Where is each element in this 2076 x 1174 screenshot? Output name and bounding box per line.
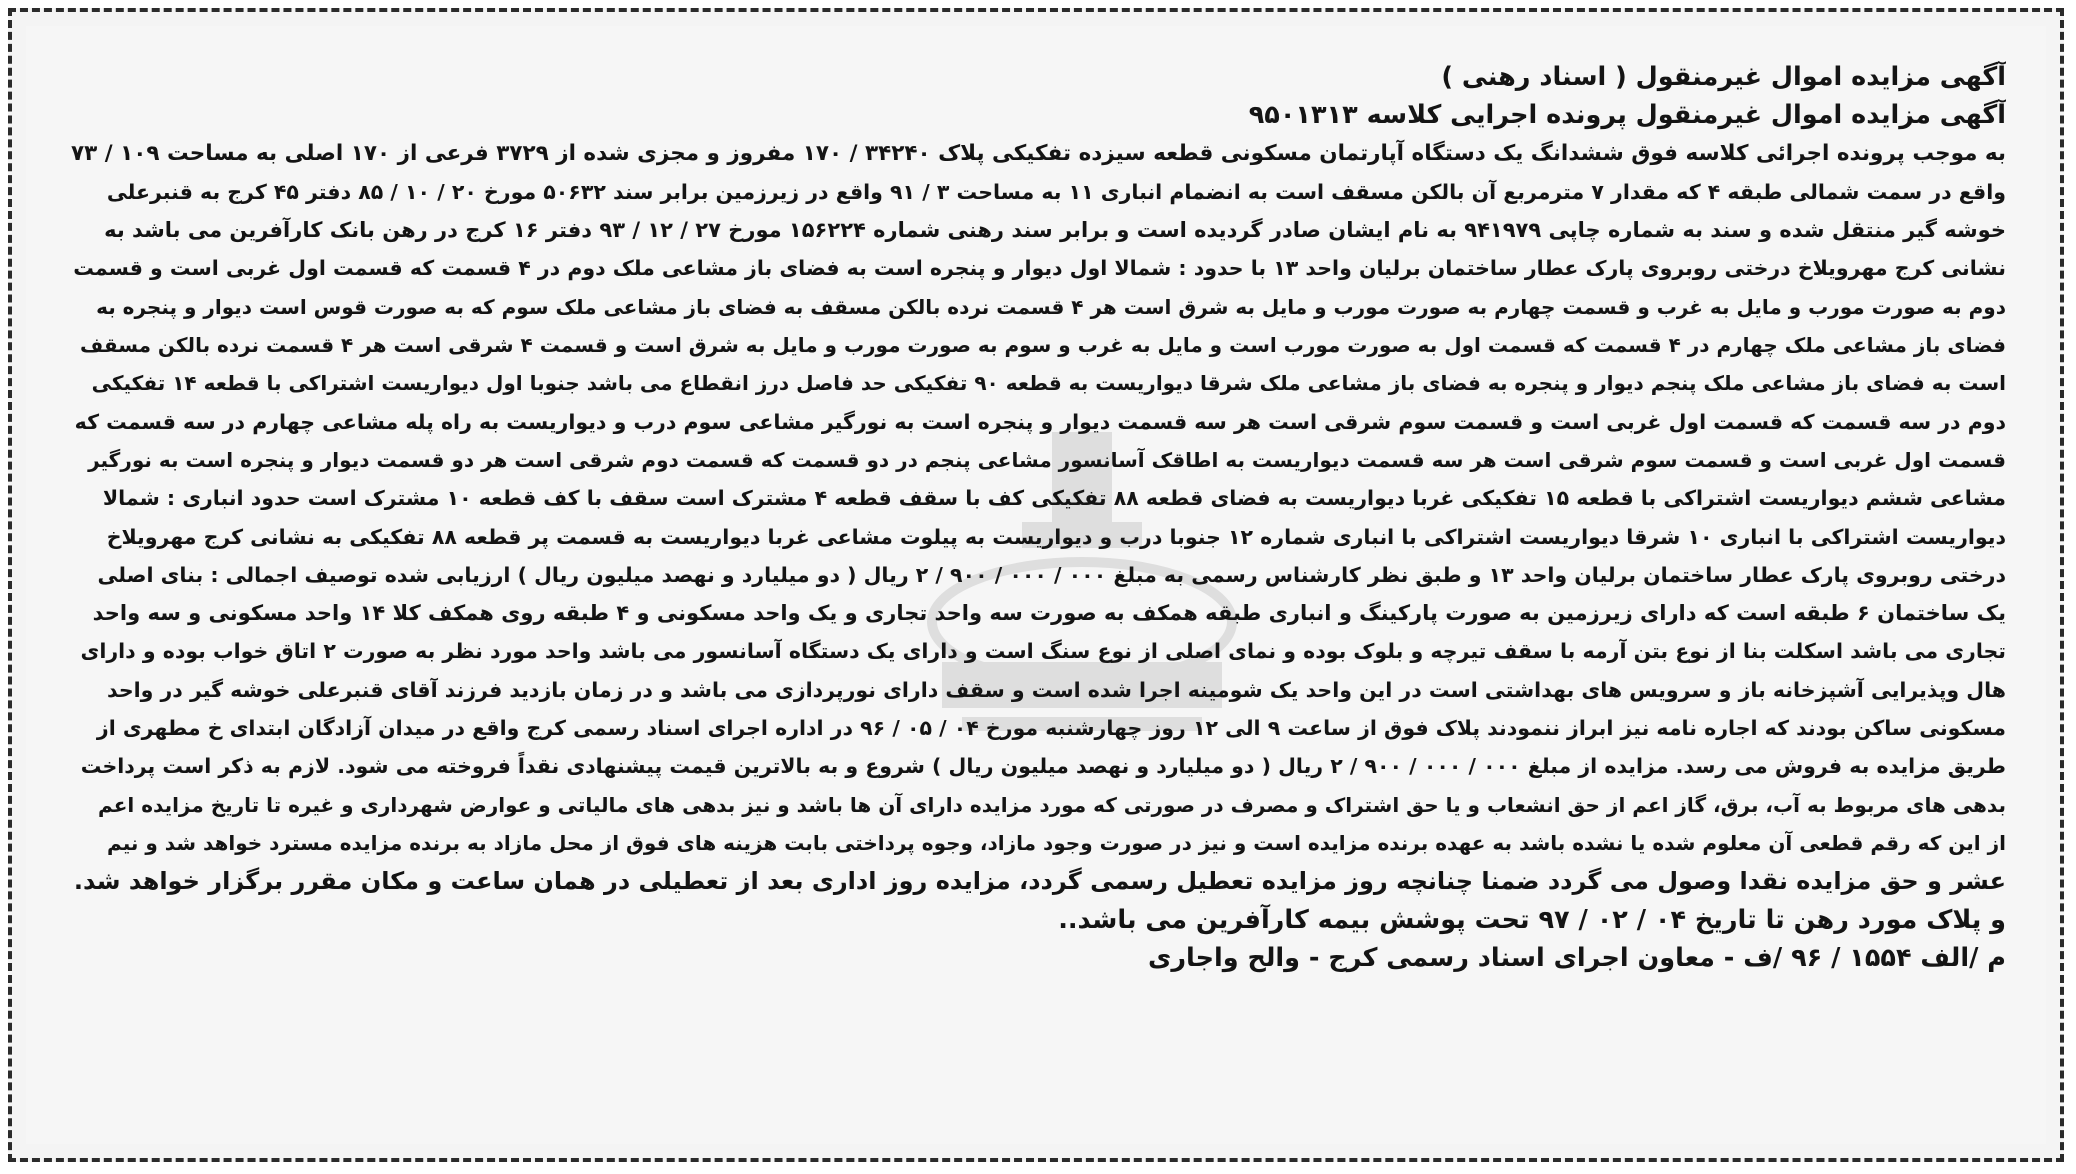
body-line: یک ساختمان ۶ طبقه است که دارای زیرزمین به صورت پارکینگ و انباری طبقه همکف به صورت سه واحد تجاری و یک واحد مسکونی و ۴ طبقه روی همکف کلا ۱۴ واحد مسکونی و سه واحد <box>92 601 2006 626</box>
body-line: بدهی های مربوط به آب، برق، گاز اعم از حق انشعاب و یا حق اشتراک و مصرف در صورتی که مورد مزایده دارای آن ها باشد و نیز بدهی های مالیاتی و عوارض شهرداری و غیره تا تاریخ مزایده اعم <box>98 792 2006 817</box>
document-frame <box>8 8 2064 1162</box>
body-line: درختی روبروی پارک عطار ساختمان برلیان واحد ۱۳ و طبق نظر کارشناس رسمی به مبلغ ۰۰۰ / ۰۰۰ / ۹۰۰ / ۲ ریال ( دو میلیارد و نهصد میلیون ریال ) ارزیابی شده توصیف اجمالی : بنای اصلی <box>97 562 2006 587</box>
auction-notice <box>66 58 2006 977</box>
body-line: فضای باز مشاعی ملک چهارم در ۴ قسمت که قسمت اول به صورت مورب است و مایل به غرب و سوم به صورت مورب و مایل به شرق است و قسمت ۴ شرقی است هر ۴ قسمت نرده بالکن مسقف <box>80 333 2006 358</box>
body-line: قسمت اول غربی است و قسمت سوم شرقی است هر سه قسمت دیواریست به اطاقک آسانسور مشاعی پنجم در دو قسمت که قسمت دوم شرقی است هر دو قسمت دیوار و پنجره است به نورگیر <box>88 447 2006 472</box>
body-line: دوم به صورت مورب و مایل به غرب و قسمت چهارم به صورت مورب و مایل به شرق است هر ۴ قسمت نرده بالکن مسقف به فضای باز مشاعی ملک سوم که به صورت قوس است دیوار و پنجره به <box>96 294 2006 319</box>
body-line: هال وپذیرایی آشپزخانه باز و سرویس های بهداشتی است در این واحد یک شومینه اجرا شده است و سقف دارای نورپردازی می باشد و در زمان بازدید فرزند آقای قنبرعلی خوشه گیر در واحد <box>106 677 2006 702</box>
body-line: مشاعی ششم دیواریست اشتراکی با قطعه ۱۵ تفکیکی غربا دیواریست به فضای قطعه ۸۸ تفکیکی کف با سقف قطعه ۴ مشترک است سقف با کف قطعه ۱۰ مشترک است حدود انباری : شمالا <box>102 486 2006 511</box>
body-line: از این که رقم قطعی آن معلوم شده یا نشده باشد به عهده برنده مزایده است و نیز در صورت وجود مازاد، وجوه پرداختی بابت هزینه های فوق از محل مازاد به برنده مزایده مسترد خواهد شد و نیم <box>107 830 2006 855</box>
body-line: دیواریست اشتراکی با انباری ۱۰ شرقا دیواریست اشتراکی با انباری شماره ۱۲ جنوبا درب و دیواریست به پیلوت مشاعی غربا دیواریست به قسمت پر قطعه ۸۸ تفکیکی به نشانی کرج مهرویلاخ <box>106 524 2006 549</box>
body-line: تجاری می باشد اسکلت بنا از نوع بتن آرمه با سقف تیرچه و بلوک بوده و نمای اصلی از نوع سنگ است و دارای یک دستگاه آسانسور می باشد واحد مورد نظر به صورت ۲ اتاق خواب بوده و دارای <box>80 639 2006 664</box>
body-line: به موجب پرونده اجرائی کلاسه فوق ششدانگ یک دستگاه آپارتمان مسکونی قطعه سیزده تفکیکی پلاک ۳۴۲۴۰ / ۱۷۰ مفروز و مجزی شده از ۳۷۲۹ فرعی از ۱۷۰ اصلی به مساحت ۱۰۹ / ۷۳ <box>71 140 2006 166</box>
body-line: عشر و حق مزایده نقدا وصول می گردد ضمنا چنانچه روز مزایده تعطیل رسمی گردد، مزایده روز اداری بعد از تعطیلی در همان ساعت و مکان مقرر برگزار خواهد شد. <box>73 867 2006 896</box>
body-line: خوشه گیر منتقل شده و سند به شماره چاپی ۹۴۱۹۷۹ به نام ایشان صادر گردیده است و برابر سند رهنی شماره ۱۵۶۲۲۴ مورخ ۲۷ / ۱۲ / ۹۳ دفتر ۱۶ کرج در رهن بانک کارآفرین می باشد به <box>104 218 2006 243</box>
notice-heading-1: آگهی مزایده اموال غیرمنقول ( اسناد رهنی ) <box>1441 62 2006 92</box>
body-line: دوم در سه قسمت که قسمت اول غربی است و قسمت سوم شرقی است هر سه قسمت دیوار و پنجره است به نورگیر مشاعی سوم درب و دیواریست به راه پله مشاعی چهارم در سه قسمت که <box>74 409 2006 434</box>
body-line: مسکونی ساکن بودند که اجاره نامه نیز ابراز ننمودند پلاک فوق از ساعت ۹ الی ۱۲ روز چهارشنبه مورخ ۰۴ / ۰۵ / ۹۶ در اداره اجرای اسناد رسمی کرج واقع در میدان آزادگان ابتدای خ مطهری از <box>96 716 2006 741</box>
notice-heading-2: آگهی مزایده اموال غیرمنقول پرونده اجرایی کلاسه ۹۵۰۱۳۱۳ <box>1248 100 2006 131</box>
body-line: طریق مزایده به فروش می رسد. مزایده از مبلغ ۰۰۰ / ۰۰۰ / ۹۰۰ / ۲ ریال ( دو میلیارد و نهصد میلیون ریال ) شروع و به بالاترین قیمت پیشنهادی نقداً فروخته می شود. لازم به ذکر است پرداخت <box>80 754 2006 779</box>
body-line: و پلاک مورد رهن تا تاریخ ۰۴ / ۰۲ / ۹۷ تحت پوشش بیمه کارآفرین می باشد.. <box>1058 904 2006 935</box>
notice-footer: م /الف ۱۵۵۴ / ۹۶ /ف - معاون اجرای اسناد رسمی کرج - والح واجاری <box>1147 942 2006 973</box>
body-line: نشانی کرج مهرویلاخ درختی روبروی پارک عطار ساختمان برلیان واحد ۱۳ با حدود : شمالا اول دیوار و پنجره است به فضای باز مشاعی ملک دوم در ۴ قسمت که قسمت اول غربی است و قسمت <box>73 256 2006 281</box>
body-line: است به فضای باز مشاعی ملک پنجم دیوار و پنجره به فضای باز مشاعی ملک شرقا دیواریست به قطعه ۹۰ تفکیکی حد فاصل درز انقطاع می باشد جنوبا اول دیواریست اشتراکی با قطعه ۱۴ تفکیکی <box>91 371 2006 396</box>
body-line: واقع در سمت شمالی طبقه ۴ که مقدار ۷ مترمربع آن بالکن مسقف است به انضمام انباری ۱۱ به مساحت ۳ / ۹۱ واقع در زیرزمین برابر سند ۵۰۶۳۲ مورخ ۲۰ / ۱۰ / ۸۵ دفتر ۴۵ کرج به قنبرعلی <box>106 179 2006 204</box>
